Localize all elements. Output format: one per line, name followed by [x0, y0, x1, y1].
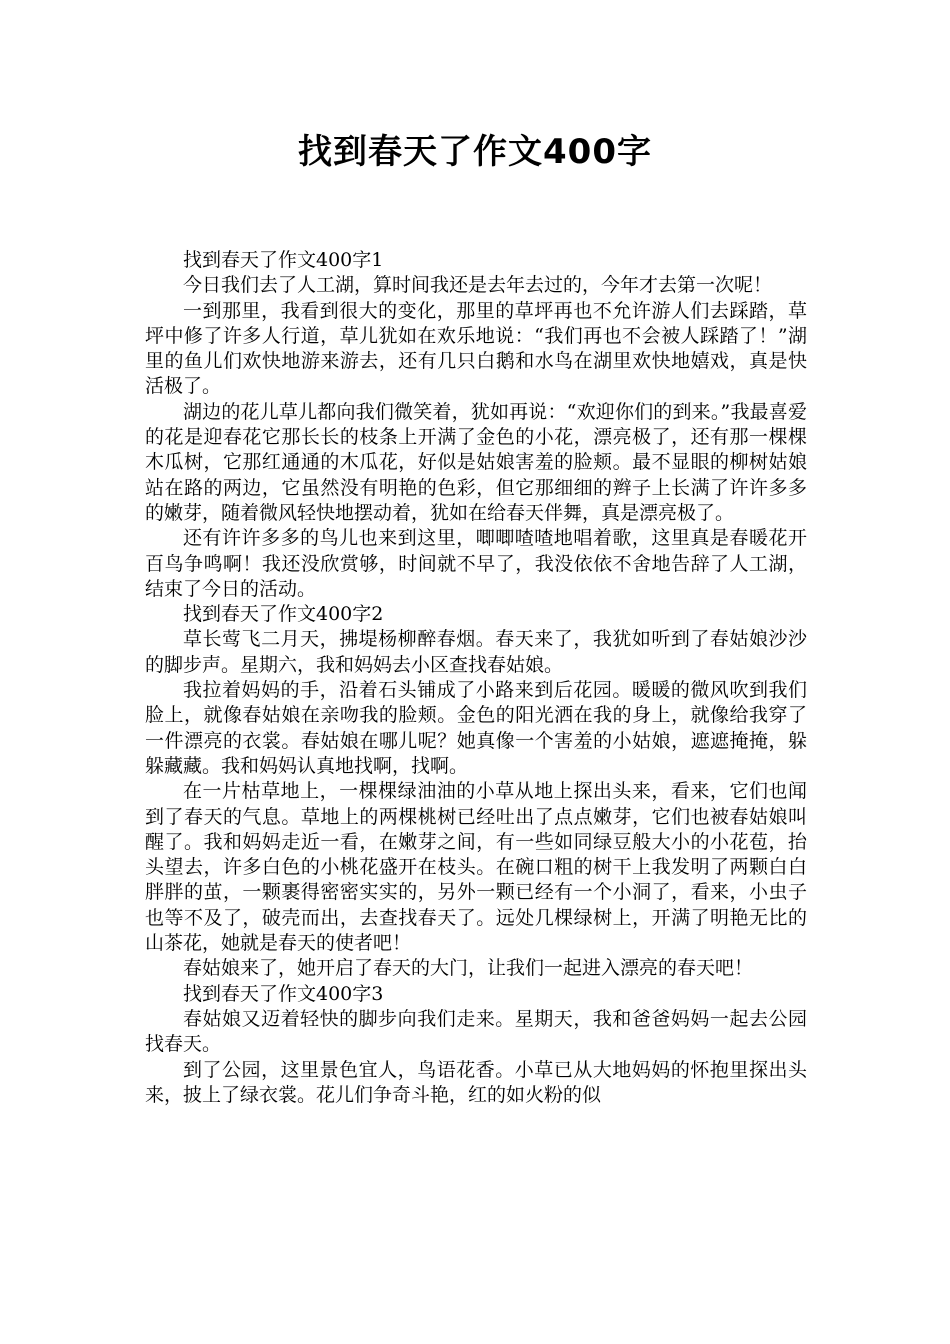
paragraph: 还有许许多多的鸟儿也来到这里，唧唧喳喳地唱着歌，这里真是春暖花开百鸟争鸣啊！我还没欣赏够，时间就不早了，我没依依不舍地告辞了人工湖，结束了今日的活动。: [145, 527, 807, 600]
paragraph: 草长莺飞二月天，拂堤杨柳醉春烟。春天来了，我犹如听到了春姑娘沙沙的脚步声。星期六，我和妈妈去小区查找春姑娘。: [145, 628, 807, 676]
paragraph: 在一片枯草地上，一棵棵绿油油的小草从地上探出头来，看来，它们也闻到了春天的气息。草地上的两棵桃树已经吐出了点点嫩芽，它们也被春姑娘叫醒了。我和妈妈走近一看，在嫩芽之间，有一些如同绿豆般大小的小花苞，抬头望去，许多白色的小桃花盛开在枝头。在碗口粗的树干上我发明了两颗白白胖胖的茧，一颗裹得密密实实的，另外一颗已经有一个小洞了，看来，小虫子也等不及了，破壳而出，去查找春天了。远处几棵绿树上，开满了明艳无比的山茶花，她就是春天的使者吧！: [145, 780, 807, 955]
paragraph: 湖边的花儿草儿都向我们微笑着，犹如再说：“欢迎你们的到来。”我最喜爱的花是迎春花它那长长的枝条上开满了金色的小花，漂亮极了，还有那一棵棵木瓜树，它那红通通的木瓜花，好似是姑娘害羞的脸颊。最不显眼的柳树姑娘站在路的两边，它虽然没有明艳的色彩，但它那细细的辫子上长满了许许多多的嫩芽，随着微风轻快地摆动着，犹如在给春天伴舞，真是漂亮极了。: [145, 400, 807, 524]
paragraph: 今日我们去了人工湖，算时间我还是去年去过的，今年才去第一次呢！: [183, 274, 773, 297]
section-heading: 找到春天了作文400字1: [183, 249, 384, 271]
document-body: [145, 248, 807, 1108]
paragraph: 一到那里，我看到很大的变化，那里的草坪再也不允许游人们去踩踏，草坪中修了许多人行道，草儿犹如在欢乐地说：“我们再也不会被人踩踏了！”湖里的鱼儿们欢快地游来游去，还有几只白鹅和水鸟在湖里欢快地嬉戏，真是快活极了。: [145, 299, 807, 398]
paragraph: 我拉着妈妈的手，沿着石头铺成了小路来到后花园。暖暖的微风吹到我们脸上，就像春姑娘在亲吻我的脸颊。金色的阳光洒在我的身上，就像给我穿了一件漂亮的衣裳。春姑娘在哪儿呢？她真像一个害羞的小姑娘，遮遮掩掩，躲躲藏藏。我和妈妈认真地找啊，找啊。: [145, 679, 807, 777]
paragraph: 到了公园，这里景色宜人，鸟语花香。小草已从大地妈妈的怀抱里探出头来，披上了绿衣裳。花儿们争奇斗艳，红的如火粉的似: [145, 1058, 807, 1106]
paragraph: 春姑娘来了，她开启了春天的大门，让我们一起进入漂亮的春天吧！: [183, 957, 754, 980]
paragraph: 春姑娘又迈着轻快的脚步向我们走来。星期天，我和爸爸妈妈一起去公园找春天。: [145, 1007, 807, 1056]
document-title: 找到春天了作文400字: [298, 132, 652, 172]
section-heading: 找到春天了作文400字2: [183, 603, 384, 626]
section-heading: 找到春天了作文400字3: [183, 982, 384, 1005]
